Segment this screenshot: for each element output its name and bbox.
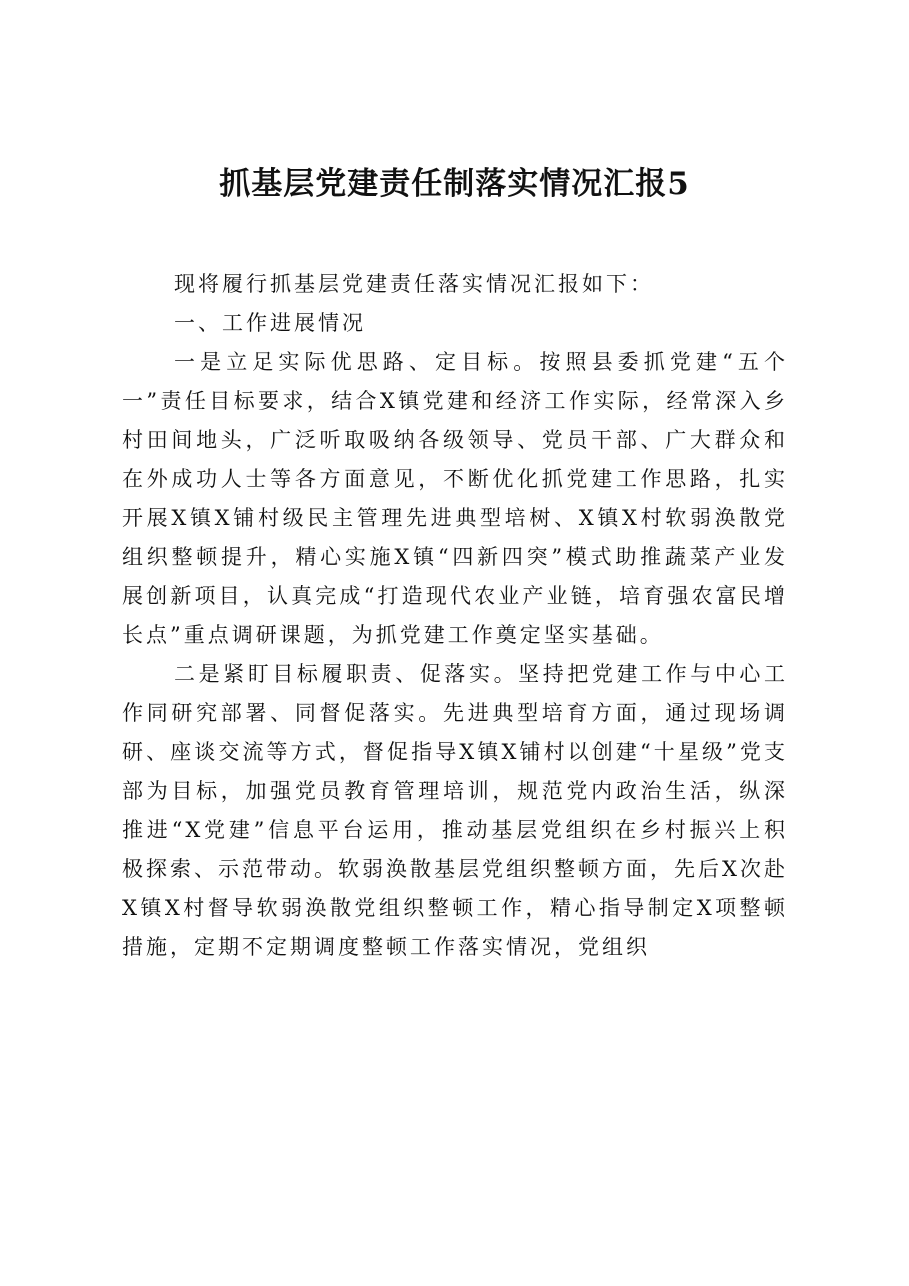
paragraph-item-1: 一是立足实际优思路、定目标。按照县委抓党建“五个一”责任目标要求，结合X镇党建和经济工作实际，经常深入乡村田间地头，广泛听取吸纳各级领导、党员干部、广大群众和在外成功人士等各方面意见，不断优化抓党建工作思路，扎实开展X镇X铺村级民主管理先进典型培树、X镇X村软弱涣散党组织整顿提升，精心实施X镇“四新四突”模式助推蔬菜产业发展创新项目，认真完成“打造现代农业产业链，培育强农富民增长点”重点调研课题，为抓党建工作奠定坚实基础。 bbox=[122, 350, 788, 647]
paragraph-item-2: 二是紧盯目标履职责、促落实。坚持把党建工作与中心工作同研究部署、同督促落实。先进典型培育方面，通过现场调研、座谈交流等方式，督促指导X镇X铺村以创建“十星级”党支部为目标，加强党员教育管理培训，规范党内政治生活，纵深推进“X党建”信息平台运用，推动基层党组织在乡村振兴上积极探索、示范带动。软弱涣散基层党组织整顿方面，先后X次赴X镇X村督导软弱涣散党组织整顿工作，精心指导制定X项整顿措施，定期不定期调度整顿工作落实情况，党组织 bbox=[122, 662, 788, 959]
document-title: 抓基层党建责任制落实情况汇报5 bbox=[219, 166, 690, 202]
paragraph-intro: 现将履行抓基层党建责任落实情况汇报如下： bbox=[174, 272, 654, 296]
document-body bbox=[122, 265, 788, 967]
section-heading: 一、工作进展情况 bbox=[174, 311, 366, 335]
